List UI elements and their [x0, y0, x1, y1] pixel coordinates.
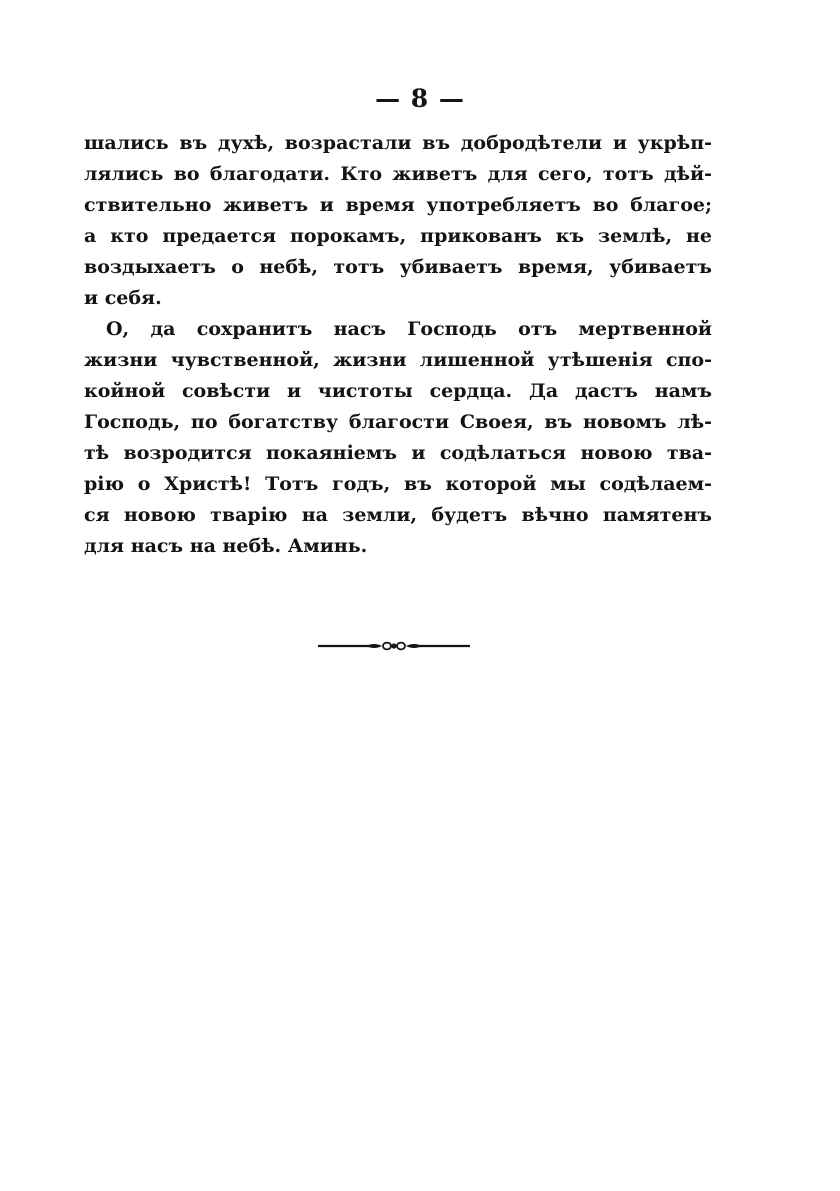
text-line: жизни чувственной, жизни лишенной утѣшенія спо- — [84, 349, 712, 371]
text-line: шались въ духѣ, возрастали въ добродѣтели и укрѣп- — [84, 132, 712, 154]
text-line: О, да сохранитъ насъ Господь отъ мертвенной — [106, 318, 712, 340]
text-line: Господь, по богатству благости Своея, въ новомъ лѣ- — [84, 411, 712, 433]
text-line: ся новою тварію на земли, будетъ вѣчно памятенъ — [84, 504, 712, 526]
text-line: лялись во благодати. Кто живетъ для сего, тотъ дѣй- — [84, 163, 712, 185]
text-line: койной совѣсти и чистоты сердца. Да дастъ намъ — [84, 380, 712, 402]
ornamental-divider-icon — [318, 638, 470, 654]
text-line: ствительно живетъ и время употребляетъ во благое; — [84, 194, 712, 216]
paragraph-1 — [84, 128, 712, 314]
text-line: а кто предается порокамъ, прикованъ къ землѣ, не — [84, 225, 712, 247]
text-line: воздыхаетъ о небѣ, тотъ убиваетъ время, убиваетъ — [84, 256, 712, 278]
page-number: — 8 — — [375, 84, 465, 113]
paragraph-2 — [84, 314, 712, 562]
text-line: для насъ на небѣ. Аминь. — [84, 535, 368, 557]
body-text — [84, 128, 712, 562]
text-line: рію о Христѣ! Тотъ годъ, въ которой мы содѣлаем- — [84, 473, 712, 495]
text-line: и себя. — [84, 287, 162, 309]
text-line: тѣ возродится покаяніемъ и содѣлаться новою твa- — [84, 442, 712, 464]
